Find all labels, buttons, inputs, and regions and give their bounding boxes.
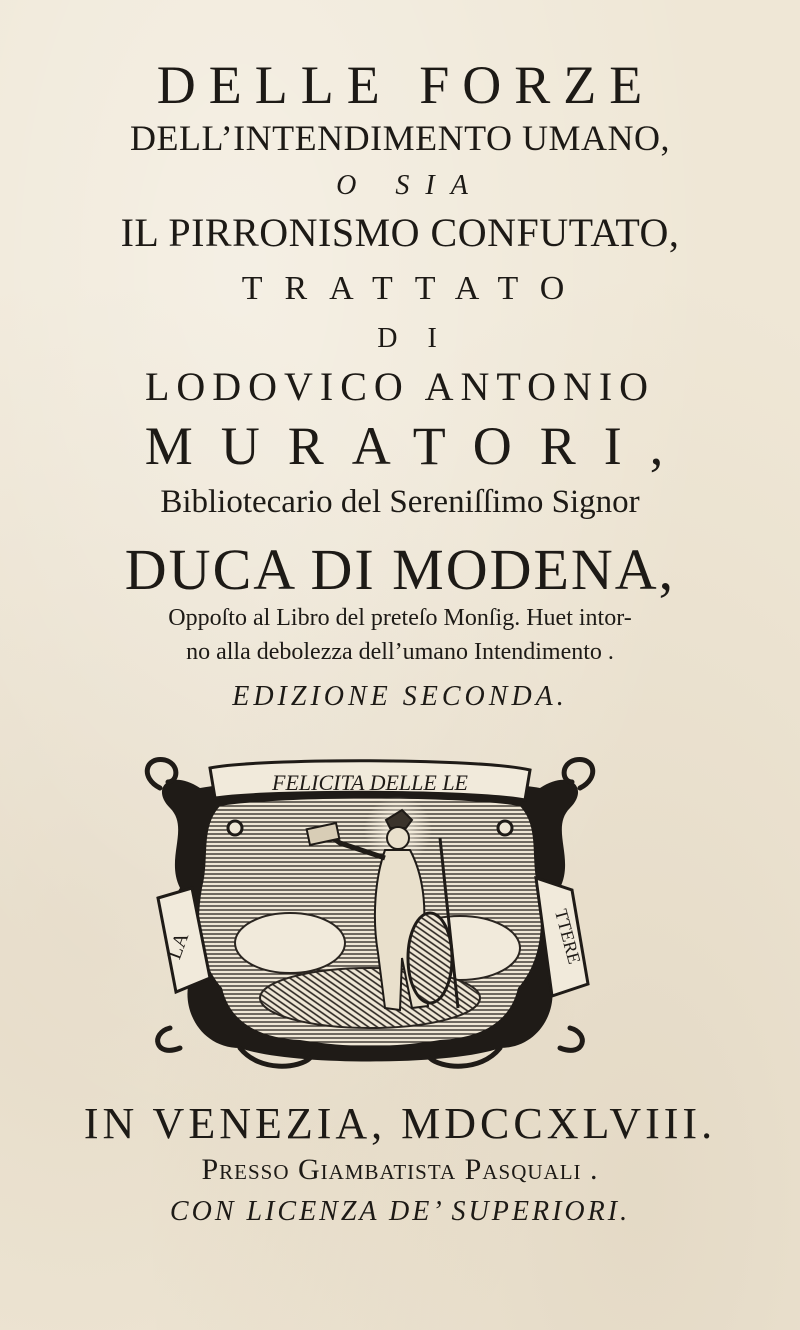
banner-top-text: FELICITA DELLE LE (272, 770, 468, 795)
title-line-1: DELLE FORZE (156, 55, 656, 115)
title-line-3: O SIA (336, 170, 484, 201)
imprint-license: CON LICENZA DE’ SUPERIORI. (169, 1196, 631, 1227)
patron: DUCA DI MODENA, (124, 537, 676, 602)
edition: EDIZIONE SECONDA. (232, 681, 568, 712)
author-line-1: LODOVICO ANTONIO (144, 364, 656, 409)
title-line-6: DI (377, 323, 467, 354)
banner-right-text: TTERE (550, 906, 585, 967)
title-line-4: IL PIRRONISMO CONFUTATO, (120, 210, 680, 255)
note-line-1: Oppoſto al Libro del preteſo Monſig. Huet intor- (168, 605, 632, 631)
note-line-2: no alla debolezza dell’umano Intendimento . (186, 639, 614, 665)
banner-left-text: LA (163, 929, 194, 963)
imprint-place-year: IN VENEZIA, MDCCXLVIII. (83, 1099, 717, 1148)
title-line-2: DELL’INTENDIMENTO UMANO, (130, 118, 670, 158)
printers-device-emblem (140, 748, 600, 1078)
author-line-2: MURATORI, (144, 416, 692, 476)
title-line-5: TRATTATO (241, 270, 587, 307)
author-role: Bibliotecario del Sereniſſimo Signor (160, 484, 640, 520)
imprint-printer: Preſſo Giambatista Pasquali . (201, 1153, 599, 1186)
